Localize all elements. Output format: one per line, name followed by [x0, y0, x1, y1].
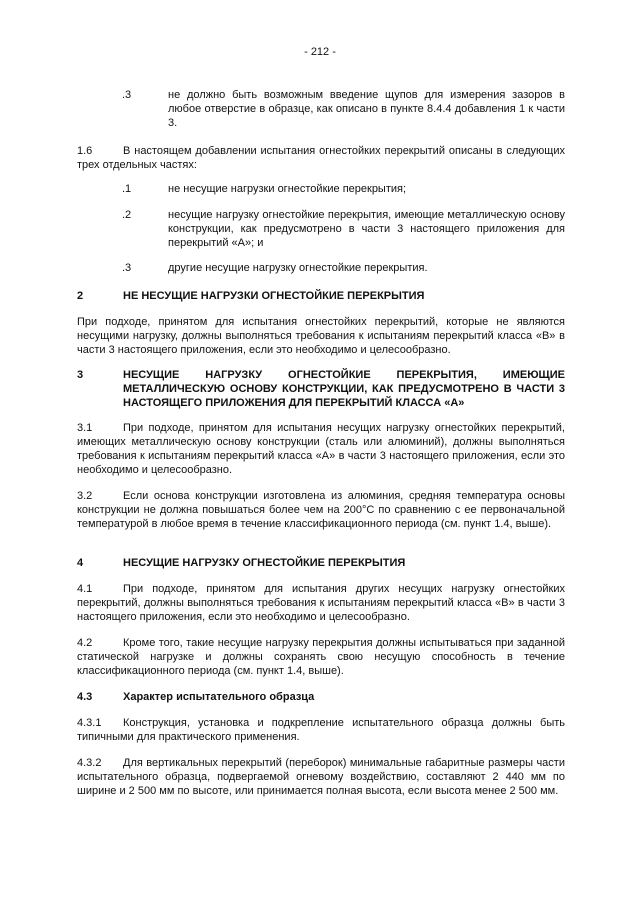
section-title: НЕ НЕСУЩИЕ НАГРУЗКИ ОГНЕСТОЙКИЕ ПЕРЕКРЫТИЯ [123, 290, 425, 302]
list-item-number: .2 [122, 209, 132, 221]
section-title: НЕСУЩИЕ НАГРУЗКУ ОГНЕСТОЙКИЕ ПЕРЕКРЫТИЯ [123, 557, 406, 569]
list-item-text: не должно быть возможным введение щупов для измерения зазоров в любое отверстие в образце, как описано в пункте 8.4.4 добавления 1 к части 3. [168, 89, 565, 129]
list-item-number: .1 [122, 183, 132, 195]
paragraph-number: 3.2 [77, 490, 93, 502]
list-item-text: несущие нагрузку огнестойкие перекрытия, имеющие металлическую основу конструкции, как предусмотрено в части 3 настоящего приложения для перекрытий «А»; и [168, 209, 565, 249]
paragraph-number: 4.3.1 [77, 717, 102, 729]
section-number: 2 [77, 290, 84, 302]
paragraph-2 [77, 315, 565, 357]
paragraph-text: Кроме того, такие несущие нагрузку перекрытия должны испытываться при заданной статической нагрузке и должны сохранять свою несущую способность в течение классификационного периода (см. пункт 1.4, выше). [77, 637, 565, 677]
section-number: 4 [77, 557, 84, 569]
list-item-number: .3 [122, 262, 132, 274]
paragraph-4-2 [77, 636, 565, 678]
page-number: - 212 - [304, 46, 336, 58]
section-title: Характер испытательного образца [123, 691, 315, 703]
list-item-number: .3 [122, 89, 132, 101]
paragraph-4-3-2 [77, 756, 565, 798]
paragraph-text: Конструкция, установка и подкрепление испытательного образца должны быть типичными для практического применения. [77, 717, 565, 743]
list-item-text: другие несущие нагрузку огнестойкие перекрытия. [168, 262, 428, 274]
paragraph-number: 1.6 [77, 145, 93, 157]
paragraph-1-6 [77, 144, 565, 172]
paragraph-text: В настоящем добавлении испытания огнестойких перекрытий описаны в следующих трех отдельных частях: [77, 145, 565, 171]
section-title: НЕСУЩИЕ НАГРУЗКУ ОГНЕСТОЙКИЕ ПЕРЕКРЫТИЯ, ИМЕЮЩИЕ МЕТАЛЛИЧЕСКУЮ ОСНОВУ КОНСТРУКЦИИ, КАК ПРЕДУСМОТРЕНО В ЧАСТИ 3 НАСТОЯЩЕГО ПРИЛОЖЕНИЯ ДЛЯ ПЕРЕКРЫТИЙ КЛАССА «А» [123, 369, 565, 409]
paragraph-text: При подходе, принятом для испытания огнестойких перекрытий, которые не являются несущими нагрузку, должны выполняться требования к испытаниям перекрытий класса «В» в части 3 настоящего приложения, если это необходимо и целесообразно. [77, 316, 565, 356]
paragraph-text: При подходе, принятом для испытания других несущих нагрузку огнестойких перекрытий, должны выполняться требования к испытаниям перекрытий класса «В» в части 3 настоящего приложения, если это необходимо и целесообразно. [77, 583, 565, 623]
paragraph-text: Для вертикальных перекрытий (переборок) минимальные габаритные размеры части испытательного образца, подвергаемой огневому воздействию, составляют 2 440 мм по ширине и 2 500 мм по высоте, или принимается полная высота, если высота менее 2 500 мм. [77, 757, 565, 797]
paragraph-number: 4.3.2 [77, 757, 102, 769]
paragraph-text: При подходе, принятом для испытания несущих нагрузку огнестойких перекрытий, имеющих металлическую основу конструкции (сталь или алюминий), должны выполняться требования к испытаниям перекрытий класса «А» в части 3 настоящего приложения, если это необходимо и целесообразно. [77, 422, 565, 476]
section-number: 3 [77, 369, 84, 381]
paragraph-3-1 [77, 421, 565, 477]
paragraph-4-1 [77, 582, 565, 624]
paragraph-number: 4.2 [77, 637, 93, 649]
paragraph-number: 3.1 [77, 422, 93, 434]
list-item-text: не несущие нагрузки огнестойкие перекрытия; [168, 183, 407, 195]
paragraph-number: 4.1 [77, 583, 93, 595]
section-number: 4.3 [77, 691, 93, 703]
paragraph-text: Если основа конструкции изготовлена из алюминия, средняя температура основы конструкции не должна повышаться более чем на 200°C по сравнению с ее первоначальной температурой в любое время в течение классификационного периода (см. пункт 1.4, выше). [77, 490, 565, 530]
paragraph-4-3-1 [77, 716, 565, 744]
paragraph-3-2 [77, 489, 565, 531]
